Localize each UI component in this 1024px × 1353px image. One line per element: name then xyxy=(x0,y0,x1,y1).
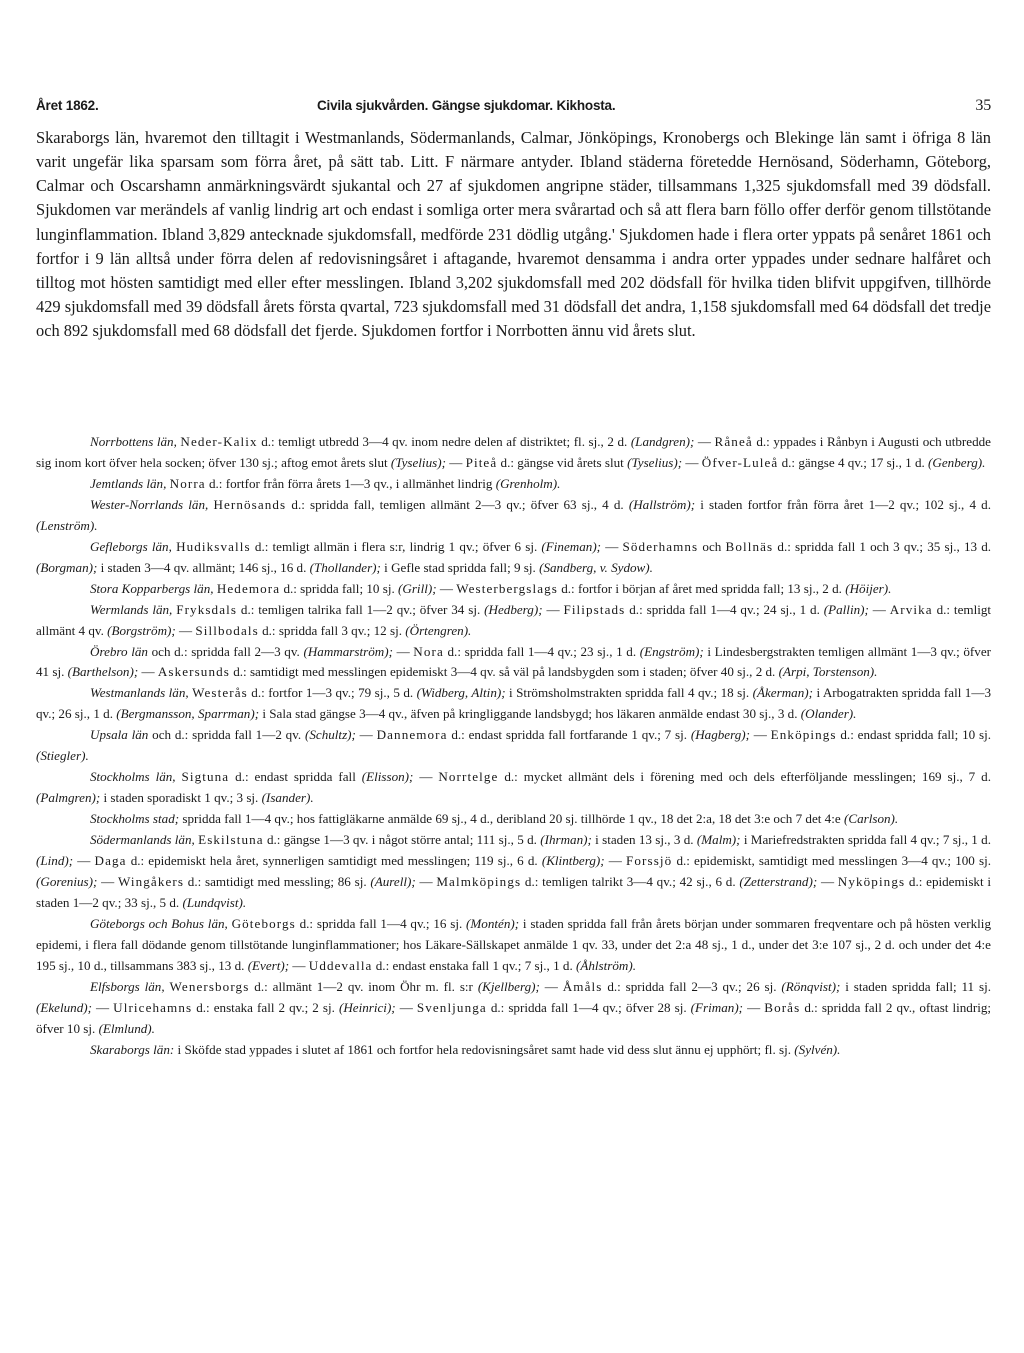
district-name: Sigtuna xyxy=(181,769,230,785)
physician-name: (Widberg, Altin); xyxy=(416,685,506,701)
entry-text: d.: spridda fall 1 och 3 qv.; 35 sj., 13 d. xyxy=(773,538,992,554)
county-entry xyxy=(36,579,991,600)
entry-text: d.: gängse 4 qv.; 17 sj., 1 d. xyxy=(778,454,929,470)
county-entry xyxy=(36,914,991,977)
header-section-title: Civila sjukvården. Gängse sjukdomar. Kikhosta. xyxy=(317,98,616,113)
entry-text: i Lindesbergstrakten temligen allmänt 1—3 qv.; öfver 41 sj. xyxy=(36,643,991,680)
entry-text: d.: yppades i Rånbyn i Augusti och utbredde sig inom kort öfver hela socken; öfver 130 sj.; aftog emot årets slut xyxy=(36,434,991,470)
physician-name: (Landgren); xyxy=(630,434,695,449)
district-name: Hudiksvalls xyxy=(176,538,251,554)
entry-text: d.: endast spridda fall; 10 sj. xyxy=(836,727,991,743)
district-name: Hedemora xyxy=(216,580,281,596)
entry-text: — xyxy=(694,434,715,449)
county-name: Jemtlands län, xyxy=(90,475,170,491)
entry-text: d.: samtidigt med messling; 86 sj. xyxy=(184,874,371,890)
physician-name: (Evert); xyxy=(247,957,290,973)
district-name: Westerås xyxy=(192,685,248,701)
entry-text: — xyxy=(436,580,457,596)
county-entry xyxy=(36,1040,991,1061)
district-name: Eskilstuna xyxy=(198,832,264,848)
entry-text: — xyxy=(542,601,564,617)
physician-name: (Pallin); xyxy=(823,601,869,617)
county-name: Stockholms stad; xyxy=(90,811,180,827)
intro-paragraph: Skaraborgs län, hvaremot den tilltagit i Westmanlands, Södermanlands, Calmar, Jönköpings, Kronobergs och Blekinge län samt i öfriga 8 län varit ungefär lika sparsam som förra året, på sätt tab. Litt. F närmare antyder. Ibland städerna företedde Hernösand, Söderhamn, Göteborg, Calmar och Oscarshamn anmärkningsvärdt sjukantal och 27 af sjukdomen angripne städer, tillsammans 1,325 sjukdomsfall med 39 dödsfall. Sjukdomen var merändels af vanlig lindrig art och endast i somliga orter mera svårartad och så att flera barn föllo offer derför genom tillstötande lunginflammation. Ibland 3,829 antecknade sjukdomsfall, medförde 231 dödlig utgång.' Sjukdomen hade i flera orter yppats på senåret 1861 och fortfor i 9 län alltså under förra delen af redovisningsåret i aftagande, hvaremot densamma i andra orter yppades under sednare halfåret och tilltog mot hösten samtidigt med eller efter messlingen. Ibland 3,202 sjukdomsfall med 202 dödsfall för hvilka tiden blifvit uppgifven, tillhörde 429 sjukdomsfall med 39 dödsfall årets första qvartal, 723 sjukdomsfall med 31 dödsfall det andra, 1,158 sjukdomsfall med 64 dödsfall det tredje och 892 sjukdomsfall med 68 dödsfall det fjerde. Sjukdomen fortfor i Norrbotten ännu vid årets slut. xyxy=(36,128,991,341)
district-name: Bollnäs xyxy=(725,538,774,554)
county-name: Södermanlands län, xyxy=(90,832,199,848)
county-name: Wermlands län, xyxy=(90,601,177,617)
physician-name: (Tyselius); xyxy=(627,454,683,470)
entry-text: i staden sporadiskt 1 qv.; 3 sj. xyxy=(100,790,262,806)
district-name: Enköpings xyxy=(770,727,837,743)
header-year: Året 1862. xyxy=(36,98,99,113)
physician-name: (Sandberg, v. Sydow). xyxy=(539,559,653,575)
physician-name: (Sylvén). xyxy=(794,1041,841,1057)
physician-name: (Klintberg); xyxy=(541,853,605,869)
entry-text: — xyxy=(682,454,702,470)
physician-name: (Heinrici); xyxy=(338,999,396,1015)
county-name: Westmanlands län, xyxy=(90,685,193,701)
page-number: 35 xyxy=(975,97,991,114)
entry-text: d.: spridda fall 2 qv., oftast lindrig; öfver 10 sj. xyxy=(36,999,992,1036)
entry-text: — xyxy=(73,853,95,869)
physician-name: (Ihrman); xyxy=(540,832,592,848)
county-entry xyxy=(36,495,991,537)
district-name: Wingåkers xyxy=(117,874,185,890)
entry-text: d.: temligt allmänt 4 qv. xyxy=(36,601,992,638)
physician-name: (Lenström). xyxy=(36,517,98,533)
entry-text: spridda fall 1—4 qv.; hos fattigläkarne anmälde 69 sj., 4 d., deribland 20 sj. tillhörde 1 qv., 18 det 2:a, 18 det 3:e och 7 det 4:e xyxy=(179,811,844,827)
entry-text: d.: temligen talrika fall 1—2 qv.; öfver 34 sj. xyxy=(237,601,485,617)
county-entry xyxy=(36,725,991,767)
entry-text: d.: gängse vid årets slut xyxy=(497,454,628,470)
physician-name: (Elmlund). xyxy=(98,1020,155,1036)
entry-text: d.: spridda fall 1—4 qv.; 16 sj. xyxy=(295,915,467,931)
entry-text: d.: epidemiskt hela året, synnerligen samtidigt med messlingen; 119 sj., 6 d. xyxy=(126,853,542,869)
district-name: Sillbodals xyxy=(195,622,259,638)
entry-text: d.: endast spridda fall fortfarande 1 qv.; 7 sj. xyxy=(447,727,691,743)
entry-text: i staden spridda fall; 11 sj. xyxy=(840,978,991,994)
county-entry xyxy=(36,830,991,914)
entry-text: i Sköfde stad yppades i slutet af 1861 och fortfor hela redovisningsåret samt hade vid dess slut ännu ej upphört; fl. sj. xyxy=(174,1041,795,1057)
county-name: Upsala län xyxy=(90,727,149,743)
county-entry xyxy=(36,474,991,495)
county-entry xyxy=(36,600,991,642)
district-name: Forssjö xyxy=(626,853,673,869)
county-entry xyxy=(36,537,991,579)
entry-text: i Mariefredstrakten spridda fall 4 qv.; 7 sj., 1 d. xyxy=(740,832,991,848)
entry-text: d.: mycket allmänt dels i förening med och dels efterföljande messlingen; 169 sj., 7 d. xyxy=(498,769,991,785)
physician-name: (Arpi, Torstenson). xyxy=(778,664,878,680)
entry-text: — xyxy=(395,999,417,1015)
physician-name: (Ekelund); xyxy=(36,999,92,1015)
physician-name: (Stiegler). xyxy=(36,748,89,764)
district-name: Arvika xyxy=(889,601,933,617)
entry-text: d.: fortfor 1—3 qv.; 79 sj., 5 d. xyxy=(247,685,417,701)
county-entry xyxy=(36,642,991,684)
physician-name: (Borgström); xyxy=(107,622,176,638)
physician-name: (Gorenius); xyxy=(36,874,98,890)
district-name: Nora xyxy=(413,643,444,659)
district-name: Ulricehamns xyxy=(113,999,193,1015)
physician-name: (Malm); xyxy=(696,832,741,848)
physician-name: (Örtengren). xyxy=(405,622,472,638)
entry-text: — xyxy=(413,769,439,785)
district-name: Filipstads xyxy=(563,601,626,617)
entry-text: d.: epidemiskt i staden 1—2 qv.; 33 sj., 5 d. xyxy=(36,874,991,910)
physician-name: (Borgman); xyxy=(36,559,98,575)
entry-text: — xyxy=(749,727,771,743)
entry-text: d.: spridda fall; 10 sj. xyxy=(280,580,399,596)
entry-text: d.: fortfor i början af året med spridda fall; 13 sj., 2 d. xyxy=(557,580,846,596)
entry-text: — xyxy=(355,727,377,743)
intro-paragraph-block xyxy=(36,126,991,343)
district-name: Wenersborgs xyxy=(169,978,250,994)
entry-text: d.: enstaka fall 2 qv.; 2 sj. xyxy=(192,999,339,1015)
district-name: Malmköpings xyxy=(436,874,522,890)
district-name: Uddevalla xyxy=(308,957,373,973)
county-name: Örebro län xyxy=(90,643,148,659)
physician-name: (Bergmansson, Sparrman); xyxy=(116,706,260,722)
entry-text: d.: spridda fall 3 qv.; 12 sj. xyxy=(258,622,406,638)
county-name: Gefleborgs län, xyxy=(90,538,177,554)
entry-text: d.: gängse 1—3 qv. i något större antal; 111 sj., 5 d. xyxy=(263,832,541,848)
county-name: Norrbottens län, xyxy=(90,434,181,449)
county-entries xyxy=(36,432,991,1061)
entry-text: — xyxy=(91,999,114,1015)
entry-text: i Sala stad gängse 3—4 qv., äfven på kringliggande landsbygd; hos läkaren anmälde endast 30 sj., 3 d. xyxy=(259,706,801,722)
physician-name: (Engström); xyxy=(639,643,704,659)
county-name: Göteborgs och Bohus län, xyxy=(90,915,232,931)
physician-name: (Aurell); xyxy=(370,874,416,890)
physician-name: (Åhlström). xyxy=(576,957,637,973)
entry-text: d.: epidemiskt, samtidigt med messlingen 3—4 qv.; 100 sj. xyxy=(672,853,992,869)
entry-text: d.: endast spridda fall xyxy=(229,769,362,785)
physician-name: (Elisson); xyxy=(361,769,414,785)
physician-name: (Fineman); xyxy=(541,538,602,554)
district-name: Norrtelge xyxy=(438,769,499,785)
physician-name: (Hedberg); xyxy=(484,601,543,617)
entry-text: i staden 13 sj., 3 d. xyxy=(591,832,697,848)
county-name: Wester-Norrlands län, xyxy=(90,496,214,512)
entry-text: i Strömsholmstrakten spridda fall 4 qv.; 18 sj. xyxy=(505,685,753,701)
entry-text: d.: endast enstaka fall 1 qv.; 7 sj., 1 d. xyxy=(372,957,577,973)
county-name: Stora Kopparbergs län, xyxy=(90,580,217,596)
physician-name: (Olander). xyxy=(800,706,857,722)
entry-text: d.: spridda fall 1—4 qv.; 23 sj., 1 d. xyxy=(443,643,640,659)
entry-text: — xyxy=(743,999,765,1015)
physician-name: (Zetterstrand); xyxy=(739,874,818,890)
entry-text: d.: spridda fall 1—4 qv.; 24 sj., 1 d. xyxy=(625,601,824,617)
county-entry xyxy=(36,977,991,1040)
entry-text: — xyxy=(601,538,623,554)
entry-text: — xyxy=(175,622,196,638)
entry-text: — xyxy=(868,601,890,617)
entry-text: — xyxy=(539,978,563,994)
county-entry xyxy=(36,683,991,725)
physician-name: (Barthelson); xyxy=(67,664,139,680)
entry-text: och d.: spridda fall 1—2 qv. xyxy=(148,727,305,743)
entry-text: — xyxy=(138,664,158,680)
district-name: Westerbergslags xyxy=(456,580,558,596)
entry-text: d.: temligen talrikt 3—4 qv.; 42 sj., 6 d. xyxy=(521,874,740,890)
entry-text: — xyxy=(289,957,309,973)
physician-name: (Tyselius); xyxy=(390,454,446,470)
district-name: Fryksdals xyxy=(176,601,238,617)
entry-text: — xyxy=(817,874,838,890)
entry-text: i staden 3—4 qv. allmänt; 146 sj., 16 d. xyxy=(97,559,310,575)
entry-text: och d.: spridda fall 2—3 qv. xyxy=(147,643,304,659)
physician-name: (Lundqvist). xyxy=(182,894,247,910)
district-name: Öfver-Luleå xyxy=(701,454,779,470)
physician-name: (Schultz); xyxy=(304,727,356,743)
entry-text: — xyxy=(445,454,466,470)
physician-name: (Rönqvist); xyxy=(781,978,841,994)
district-name: Åmåls xyxy=(562,978,603,994)
physician-name: (Thollander); xyxy=(309,559,381,575)
physician-name: (Kjellberg); xyxy=(477,978,540,994)
entry-text: i Arbogatrakten spridda fall 1—3 qv.; 26 sj., 1 d. xyxy=(36,685,991,722)
entry-text: d.: samtidigt med messlingen epidemiskt 3—4 qv. så väl på landsbygden som i staden; öfver 40 sj., 2 d. xyxy=(229,664,779,680)
entry-text: d.: spridda fall, temligen allmänt 2—3 qv.; öfver 63 sj., 4 d. xyxy=(286,496,629,512)
entry-text: i staden spridda fall från årets början under sommaren freqventare och på hösten verklig epidemi, i flera fall dödande genom tillstötande lunginflammationer; hos Läkare-Sällskapet anmälde 1 qv. 33, under det 2:a 48 sj., 1 d., under det 3:e 107 sj., 2 d. och under det 4:e 195 sj., 10 d., tillsammans 383 sj., 13 d. xyxy=(36,915,991,973)
county-entry xyxy=(36,767,991,809)
physician-name: (Friman); xyxy=(690,999,744,1015)
entry-text: — xyxy=(97,874,118,890)
county-name: Skaraborgs län: xyxy=(90,1041,175,1057)
district-name: Söderhamns xyxy=(622,538,699,554)
entry-text: i staden fortfor från förra året 1—2 qv.; 102 sj., 4 d. xyxy=(695,496,992,512)
district-name: Askersunds xyxy=(157,664,230,680)
entry-text: — xyxy=(392,643,414,659)
district-name: Piteå xyxy=(465,454,498,470)
entry-text: d.: spridda fall 2—3 qv.; 26 sj. xyxy=(602,978,782,994)
physician-name: (Hagberg); xyxy=(690,727,750,743)
district-name: Borås xyxy=(764,999,801,1015)
district-name: Nyköpings xyxy=(837,874,906,890)
entry-text: d.: fortfor från förra årets 1—3 qv., i allmänhet lindrig xyxy=(205,475,496,491)
district-name: Hernösands xyxy=(213,496,287,512)
physician-name: (Grill); xyxy=(398,580,437,596)
entry-text: och xyxy=(698,538,726,554)
physician-name: (Höijer). xyxy=(845,580,892,596)
physician-name: (Isander). xyxy=(261,790,314,806)
entry-text: d.: temligt allmän i flera s:r, lindrig 1 qv.; öfver 6 sj. xyxy=(250,538,542,554)
district-name: Råneå xyxy=(714,434,753,449)
county-name: Elfsborgs län, xyxy=(90,978,170,994)
running-header xyxy=(36,98,991,122)
physician-name: (Åkerman); xyxy=(752,685,813,701)
entry-text: i Gefle stad spridda fall; 9 sj. xyxy=(380,559,540,575)
entry-text: — xyxy=(415,874,437,890)
district-name: Neder-Kalix xyxy=(180,434,258,449)
entry-text: d.: spridda fall 1—4 qv.; öfver 28 sj. xyxy=(486,999,691,1015)
county-entry xyxy=(36,432,991,474)
physician-name: (Carlson). xyxy=(843,811,899,827)
district-name: Svenljunga xyxy=(416,999,487,1015)
district-name: Göteborgs xyxy=(231,915,296,931)
entry-text: d.: allmänt 1—2 qv. inom Öhr m. fl. s:r xyxy=(249,978,478,994)
physician-name: (Genberg). xyxy=(928,454,986,470)
physician-name: (Palmgren); xyxy=(36,790,101,806)
physician-name: (Montén); xyxy=(466,915,520,931)
district-name: Norra xyxy=(169,475,206,491)
physician-name: (Lind); xyxy=(36,853,74,869)
physician-name: (Hallström); xyxy=(628,496,696,512)
district-name: Daga xyxy=(94,853,127,869)
physician-name: (Hammarström); xyxy=(303,643,393,659)
entry-text: — xyxy=(604,853,627,869)
physician-name: (Grenholm). xyxy=(495,475,561,491)
district-name: Dannemora xyxy=(376,727,448,743)
county-entry xyxy=(36,809,991,830)
county-name: Stockholms län, xyxy=(90,769,182,785)
entry-text: d.: temligt utbredd 3—4 qv. inom nedre delen af distriktet; fl. sj., 2 d. xyxy=(257,434,631,449)
